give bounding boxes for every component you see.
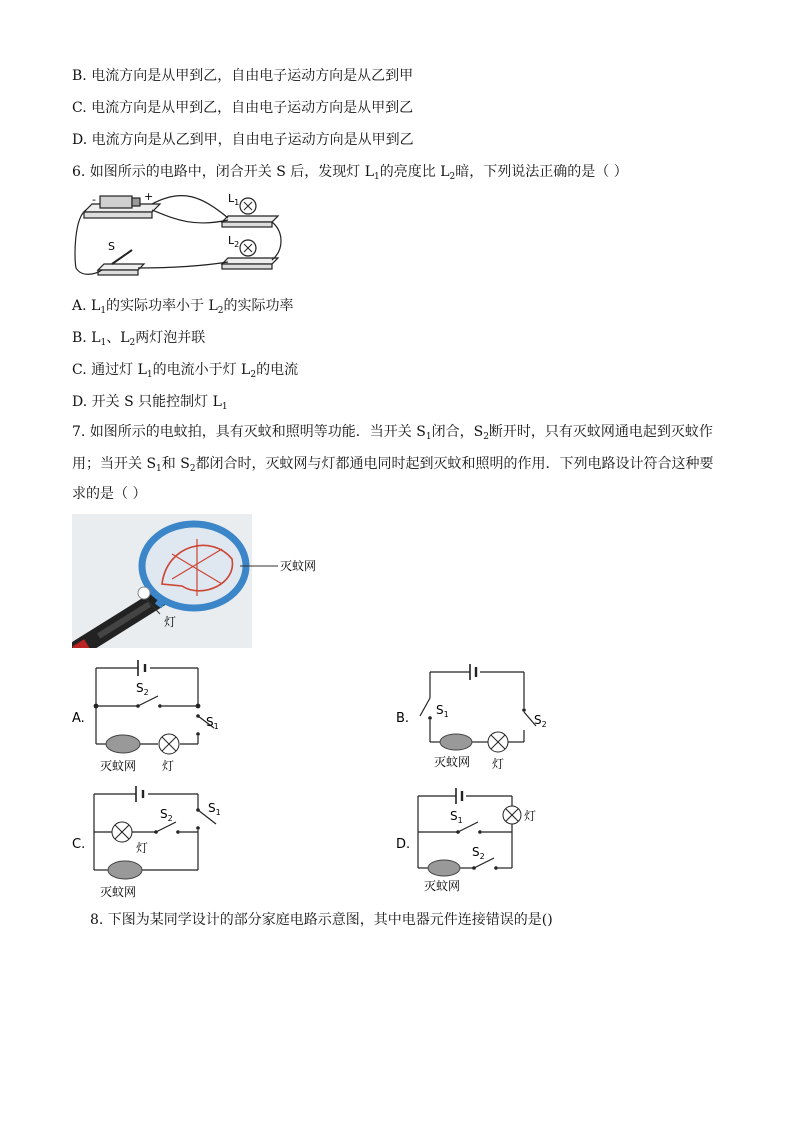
- battery-plus-label: +: [144, 190, 154, 203]
- net-label: 灭蚊网: [100, 885, 137, 899]
- q6-option-a: A. $L_1$的实际功率小于 $L_2$的实际功率: [72, 298, 294, 316]
- lamp-label: 灯: [492, 757, 505, 771]
- q7-option-a-circuit: [70, 656, 260, 780]
- q7-stem-line1: 7. 如图所示的电蚊拍，具有灭蚊和照明等功能．当开关 $S_1$闭合，$S_2$断开时，只有灭蚊网通电起到灭蚊作: [72, 424, 713, 442]
- switch-s-label: S: [108, 240, 115, 253]
- option-c-letter: C.: [72, 837, 86, 852]
- net-label: 灭蚊网: [100, 759, 137, 773]
- lamp-label: 灯: [164, 615, 177, 629]
- q6-option-d: D. 开关 S 只能控制灯 $L_1$: [72, 394, 228, 412]
- q7-option-c-circuit: [70, 782, 260, 902]
- q7-option-b-circuit: [394, 656, 584, 780]
- net-icon: [428, 860, 460, 876]
- s2-label: $S_2$: [534, 713, 547, 729]
- q6-option-b: B. $L_1$、$L_2$两灯泡并联: [72, 330, 206, 348]
- q5-option-b: B. 电流方向是从甲到乙，自由电子运动方向是从乙到甲: [72, 68, 414, 84]
- lamp-label: 灯: [524, 809, 537, 823]
- net-label: 灭蚊网: [280, 559, 317, 573]
- q6-stem: 6. 如图所示的电路中，闭合开关 S 后，发现灯 $L_1$的亮度比 $L_2$暗，下列说法正确的是（ ）: [72, 164, 628, 182]
- s2-label: $S_2$: [472, 845, 485, 861]
- net-label: 灭蚊网: [434, 755, 471, 769]
- l2-label: $L_2$: [228, 234, 240, 249]
- q6-circuit-figure: [72, 188, 282, 284]
- l1-label: $L_1$: [228, 192, 240, 207]
- q8-stem: 8. 下图为某同学设计的部分家庭电路示意图，其中电器元件连接错误的是(): [90, 912, 553, 928]
- net-icon: [440, 734, 472, 750]
- q7-option-d-circuit: [394, 782, 584, 902]
- s1-label: $S_1$: [450, 809, 463, 825]
- q6-option-c: C. 通过灯 $L_1$的电流小于灯 $L_2$的电流: [72, 362, 299, 380]
- battery-minus-label: -: [92, 193, 96, 206]
- s2-label: $S_2$: [160, 807, 173, 823]
- net-icon: [106, 735, 140, 753]
- lamp-label: 灯: [136, 841, 149, 855]
- s1-label: $S_1$: [208, 801, 221, 817]
- net-label: 灭蚊网: [424, 879, 461, 893]
- net-icon: [108, 861, 142, 879]
- q5-option-c: C. 电流方向是从甲到乙，自由电子运动方向是从甲到乙: [72, 100, 414, 116]
- q5-option-d: D. 电流方向是从乙到甲，自由电子运动方向是从甲到乙: [72, 132, 414, 148]
- s1-label: $S_1$: [206, 715, 219, 731]
- option-d-letter: D.: [396, 837, 411, 852]
- option-a-letter: A.: [72, 711, 85, 726]
- option-b-letter: B.: [396, 711, 410, 726]
- q7-stem-line2: 用；当开关 $S_1$和 $S_2$都闭合时，灭蚊网与灯都通电同时起到灭蚊和照明的作用．下列电路设计符合这种要: [72, 456, 714, 474]
- mosquito-swatter-photo: [72, 514, 372, 648]
- swatter-lamp-icon: [138, 587, 150, 599]
- s1-label: $S_1$: [436, 703, 449, 719]
- lamp-label: 灯: [162, 759, 175, 773]
- q7-stem-line3: 求的是（ ）: [72, 486, 147, 502]
- s2-label: $S_2$: [136, 681, 149, 697]
